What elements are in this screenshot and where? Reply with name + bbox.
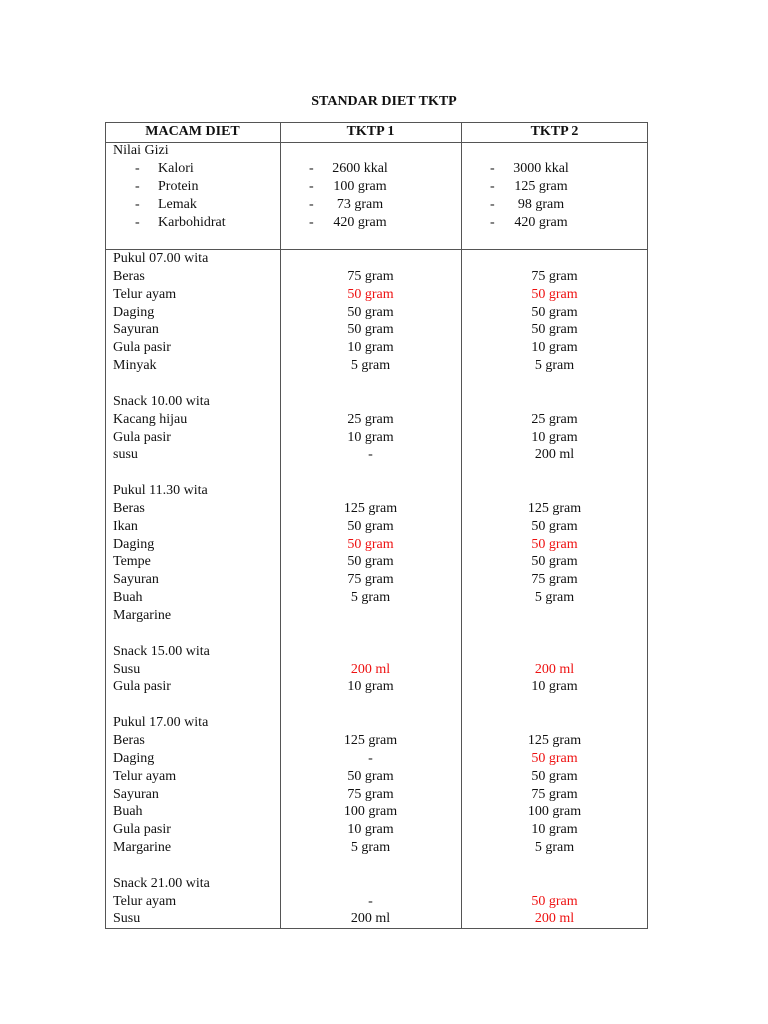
food-row	[0, 768, 768, 786]
tktp1-value: 200 ml	[350, 911, 391, 926]
tktp1-value: 125 gram	[343, 733, 398, 748]
meal-heading: Snack 10.00 wita	[113, 394, 210, 409]
bullet-dash: -	[135, 197, 140, 212]
food-name: Kacang hijau	[113, 412, 188, 427]
tktp2-value: 10 gram	[531, 340, 578, 355]
meal-heading: Pukul 17.00 wita	[113, 715, 209, 730]
tktp1-value: 10 gram	[347, 822, 394, 837]
tktp1-value: 50 gram	[347, 305, 394, 320]
food-row	[0, 339, 768, 357]
food-row	[0, 839, 768, 857]
food-row	[0, 304, 768, 322]
tktp2-value: 75 gram	[531, 572, 578, 587]
food-row	[0, 500, 768, 518]
food-name: Susu	[113, 662, 141, 677]
tktp1-value: 10 gram	[347, 430, 394, 445]
tktp2-value: 420 gram	[514, 215, 568, 230]
meal-heading-row	[0, 875, 768, 893]
food-name: Beras	[113, 269, 145, 284]
tktp2-value: 50 gram	[531, 322, 578, 337]
food-name: Telur ayam	[113, 287, 177, 302]
tktp1-value: 75 gram	[347, 572, 394, 587]
food-row	[0, 571, 768, 589]
nutrient-label: Lemak	[158, 197, 197, 212]
tktp2-value: 10 gram	[531, 679, 578, 694]
tktp1-value: 73 gram	[336, 197, 384, 212]
bullet-dash: -	[490, 215, 495, 230]
tktp1-value: 5 gram	[350, 590, 391, 605]
tktp1-value: 100 gram	[333, 179, 387, 194]
bullet-dash: -	[490, 197, 495, 212]
tktp1-value: 2600 kkal	[332, 161, 388, 176]
tktp2-value: 98 gram	[517, 197, 565, 212]
bullet-dash: -	[135, 215, 140, 230]
food-row	[0, 536, 768, 554]
food-name: Telur ayam	[113, 894, 177, 909]
bullet-dash: -	[309, 161, 314, 176]
food-name: Beras	[113, 501, 145, 516]
tktp1-value: 50 gram	[347, 519, 394, 534]
nutrition-heading-row	[0, 142, 768, 160]
food-name: Gula pasir	[113, 340, 171, 355]
tktp1-value: 50 gram	[347, 769, 394, 784]
food-row	[0, 357, 768, 375]
food-name: Gula pasir	[113, 822, 171, 837]
bullet-dash: -	[309, 215, 314, 230]
nutrition-row	[0, 214, 768, 232]
food-name: Sayuran	[113, 787, 159, 802]
meal-heading-row	[0, 393, 768, 411]
bullet-dash: -	[135, 179, 140, 194]
tktp2-value: 125 gram	[514, 179, 568, 194]
tktp2-value: 10 gram	[531, 822, 578, 837]
tktp1-value: 200 ml	[350, 662, 391, 677]
food-row	[0, 321, 768, 339]
food-name: Minyak	[113, 358, 157, 373]
food-row	[0, 268, 768, 286]
tktp2-value: 50 gram	[531, 287, 578, 302]
tktp2-value: 50 gram	[531, 537, 578, 552]
tktp2-value: 200 ml	[534, 447, 575, 462]
tktp2-value: 125 gram	[527, 501, 582, 516]
food-row	[0, 678, 768, 696]
food-row	[0, 893, 768, 911]
food-name: Telur ayam	[113, 769, 177, 784]
food-name: susu	[113, 447, 138, 462]
tktp2-value: 50 gram	[531, 894, 578, 909]
bullet-dash: -	[135, 161, 140, 176]
food-row	[0, 803, 768, 821]
food-name: Beras	[113, 733, 145, 748]
meal-heading: Pukul 07.00 wita	[113, 251, 209, 266]
tktp1-value: 50 gram	[347, 287, 394, 302]
food-name: Tempe	[113, 554, 151, 569]
meal-heading: Snack 21.00 wita	[113, 876, 210, 891]
tktp1-value: -	[368, 894, 373, 909]
food-name: Margarine	[113, 840, 172, 855]
tktp2-value: 75 gram	[531, 269, 578, 284]
bullet-dash: -	[309, 197, 314, 212]
food-name: Daging	[113, 751, 155, 766]
meal-heading-row	[0, 643, 768, 661]
tktp2-value: 125 gram	[527, 733, 582, 748]
tktp2-value: 5 gram	[534, 358, 575, 373]
food-row	[0, 607, 768, 625]
nutrient-label: Kalori	[158, 161, 194, 176]
food-name: Daging	[113, 537, 155, 552]
nutrient-label: Karbohidrat	[158, 215, 226, 230]
nutrition-row	[0, 160, 768, 178]
tktp1-value: 75 gram	[347, 787, 394, 802]
food-name: Susu	[113, 911, 141, 926]
tktp1-value: 100 gram	[343, 804, 398, 819]
tktp1-value: 25 gram	[347, 412, 394, 427]
bullet-dash: -	[490, 179, 495, 194]
meal-heading: Pukul 11.30 wita	[113, 483, 208, 498]
bullet-dash: -	[490, 161, 495, 176]
tktp1-value: 125 gram	[343, 501, 398, 516]
food-row	[0, 750, 768, 768]
tktp1-value: 50 gram	[347, 537, 394, 552]
food-row	[0, 286, 768, 304]
bullet-dash: -	[309, 179, 314, 194]
food-row	[0, 786, 768, 804]
tktp2-value: 5 gram	[534, 840, 575, 855]
tktp1-value: 10 gram	[347, 340, 394, 355]
food-row	[0, 821, 768, 839]
food-row	[0, 553, 768, 571]
tktp2-value: 50 gram	[531, 305, 578, 320]
page-title: STANDAR DIET TKTP	[311, 94, 457, 109]
tktp1-value: -	[368, 751, 373, 766]
tktp2-value: 50 gram	[531, 554, 578, 569]
meal-heading-row	[0, 482, 768, 500]
tktp1-value: 75 gram	[347, 269, 394, 284]
food-row	[0, 661, 768, 679]
tktp2-value: 50 gram	[531, 519, 578, 534]
tktp2-value: 50 gram	[531, 751, 578, 766]
tktp1-value: 50 gram	[347, 322, 394, 337]
header-tktp1: TKTP 1	[346, 124, 395, 139]
food-name: Daging	[113, 305, 155, 320]
food-row	[0, 411, 768, 429]
food-name: Margarine	[113, 608, 172, 623]
header-macam-diet: MACAM DIET	[145, 124, 240, 139]
food-name: Gula pasir	[113, 430, 171, 445]
nutrition-row	[0, 178, 768, 196]
tktp2-value: 10 gram	[531, 430, 578, 445]
header-tktp2: TKTP 2	[530, 124, 579, 139]
food-name: Sayuran	[113, 572, 159, 587]
tktp2-value: 200 ml	[534, 911, 575, 926]
food-row	[0, 518, 768, 536]
meal-heading-row	[0, 714, 768, 732]
food-row	[0, 589, 768, 607]
tktp1-value: 50 gram	[347, 554, 394, 569]
food-row	[0, 429, 768, 447]
tktp2-value: 3000 kkal	[513, 161, 569, 176]
food-row	[0, 732, 768, 750]
tktp1-value: 5 gram	[350, 840, 391, 855]
nutrient-label: Protein	[158, 179, 199, 194]
meal-heading: Snack 15.00 wita	[113, 644, 210, 659]
food-name: Buah	[113, 590, 143, 605]
food-name: Sayuran	[113, 322, 159, 337]
food-name: Buah	[113, 804, 143, 819]
tktp2-value: 25 gram	[531, 412, 578, 427]
food-name: Ikan	[113, 519, 138, 534]
tktp1-value: 420 gram	[333, 215, 387, 230]
nutrition-row	[0, 196, 768, 214]
tktp2-value: 200 ml	[534, 662, 575, 677]
tktp2-value: 100 gram	[527, 804, 582, 819]
tktp1-value: 5 gram	[350, 358, 391, 373]
food-row	[0, 910, 768, 928]
tktp2-value: 75 gram	[531, 787, 578, 802]
tktp1-value: 10 gram	[347, 679, 394, 694]
tktp2-value: 50 gram	[531, 769, 578, 784]
tktp1-value: -	[368, 447, 373, 462]
food-row	[0, 446, 768, 464]
tktp2-value: 5 gram	[534, 590, 575, 605]
nutrition-heading: Nilai Gizi	[113, 143, 169, 158]
meal-heading-row	[0, 250, 768, 268]
food-name: Gula pasir	[113, 679, 171, 694]
